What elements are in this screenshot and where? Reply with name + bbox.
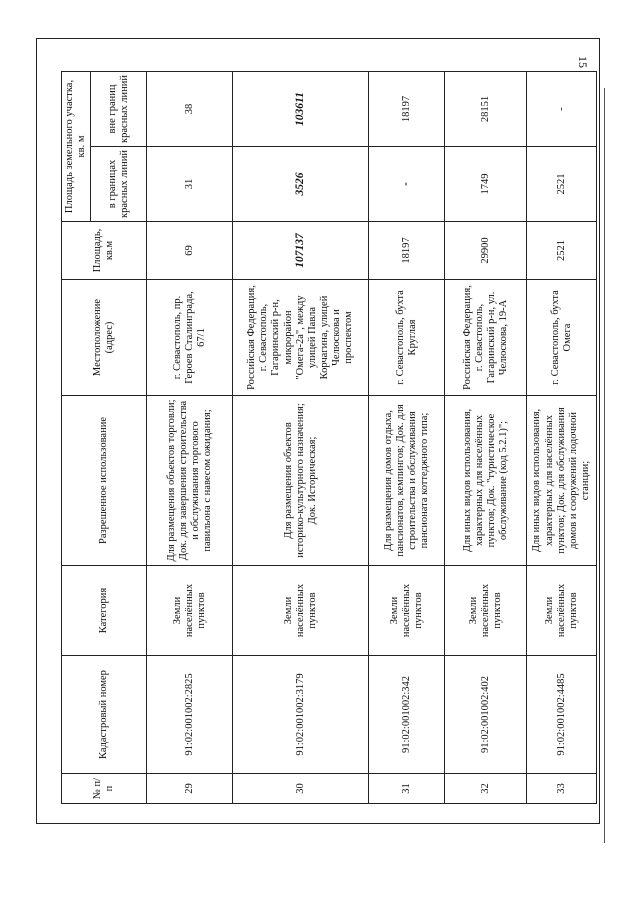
cell-permitted-use: Для размещения объектов историко-культурного назначения; Док. Историческая; bbox=[233, 396, 369, 566]
cell-permitted-use: Для размещения объектов торговли; Док. для завершения строительства и обслуживания торгового павильона с навесом ожидания; bbox=[147, 396, 233, 566]
cell-within: 31 bbox=[147, 147, 233, 222]
cell-cadastral: 91:02:001002:3179 bbox=[233, 656, 369, 774]
cell-num: 29 bbox=[147, 774, 233, 804]
cell-permitted-use: Для иных видов использования, характерных для населённых пунктов; Док. "туристическое обслуживание (код 5.2.1)"; bbox=[445, 396, 527, 566]
cell-num: 33 bbox=[527, 774, 597, 804]
rotated-table-wrapper bbox=[61, 72, 593, 804]
scan-margin-line bbox=[604, 88, 605, 843]
cell-cadastral: 91:02:001002:342 bbox=[369, 656, 445, 774]
header-area: Площадь, кв.м bbox=[62, 222, 147, 280]
header-land-area: Площадь земельного участка, кв. м bbox=[62, 71, 91, 221]
cell-area: 69 bbox=[147, 222, 233, 280]
cell-area: 2521 bbox=[527, 222, 597, 280]
cell-area: 18197 bbox=[369, 222, 445, 280]
table-row bbox=[527, 71, 597, 803]
table-row bbox=[445, 71, 527, 803]
cell-within: 2521 bbox=[527, 147, 597, 222]
table-row bbox=[369, 71, 445, 803]
cell-cadastral: 91:02:001002:4485 bbox=[527, 656, 597, 774]
cell-location: Российская Федерация, г. Севастополь, Гагаринский р-н, ул. Челюскова, 19-А bbox=[445, 280, 527, 396]
cell-outside: 18197 bbox=[369, 71, 445, 146]
cell-within: 3526 bbox=[233, 147, 369, 222]
cell-num: 30 bbox=[233, 774, 369, 804]
table-row bbox=[233, 71, 369, 803]
cell-category: Земли населённых пунктов bbox=[527, 566, 597, 656]
cell-permitted-use: Для иных видов использования, характерных для населённых пунктов; Док. для обслуживания домов и сооружений лодочной станции; bbox=[527, 396, 597, 566]
cell-outside: 38 bbox=[147, 71, 233, 146]
cell-category: Земли населённых пунктов bbox=[233, 566, 369, 656]
header-permitted-use: Разрешенное использование bbox=[62, 396, 147, 566]
header-cadastral: Кадастровый номер bbox=[62, 656, 147, 774]
cell-category: Земли населённых пунктов bbox=[369, 566, 445, 656]
table-row bbox=[147, 71, 233, 803]
header-num: № п/п bbox=[62, 774, 147, 804]
cell-num: 32 bbox=[445, 774, 527, 804]
cell-location: г. Севастополь, бухта Омега bbox=[527, 280, 597, 396]
cell-location: г. Севастополь, пр. Героев Сталинграда, 67/1 bbox=[147, 280, 233, 396]
cell-permitted-use: Для размещения домов отдыха, пансионатов, кемпингов; Док. для строительства и обслуживания пансионата коттеджного типа; bbox=[369, 396, 445, 566]
cell-outside: - bbox=[527, 71, 597, 146]
cell-within: - bbox=[369, 147, 445, 222]
cell-location: г. Севастополь, бухта Круглая bbox=[369, 280, 445, 396]
cell-cadastral: 91:02:001002:402 bbox=[445, 656, 527, 774]
cell-area: 107137 bbox=[233, 222, 369, 280]
cell-category: Земли населённых пунктов bbox=[445, 566, 527, 656]
cell-area: 29900 bbox=[445, 222, 527, 280]
header-category: Категория bbox=[62, 566, 147, 656]
land-plots-table bbox=[61, 71, 597, 804]
cell-cadastral: 91:02:001002:2825 bbox=[147, 656, 233, 774]
cell-category: Земли населённых пунктов bbox=[147, 566, 233, 656]
header-outside: вне границ красных линий bbox=[91, 71, 147, 146]
cell-location: Российская Федерация, г. Севастополь, Гагаринский р-н, микрорайон "Омега-2а", между улицей Павла Корчагина, улицей Челюскова и проспектом bbox=[233, 280, 369, 396]
cell-num: 31 bbox=[369, 774, 445, 804]
header-location: Местоположение (адрес) bbox=[62, 280, 147, 396]
cell-outside: 28151 bbox=[445, 71, 527, 146]
cell-outside: 103611 bbox=[233, 71, 369, 146]
cell-within: 1749 bbox=[445, 147, 527, 222]
page-number: 15 bbox=[576, 56, 590, 68]
header-within: в границах красных линий bbox=[91, 147, 147, 222]
